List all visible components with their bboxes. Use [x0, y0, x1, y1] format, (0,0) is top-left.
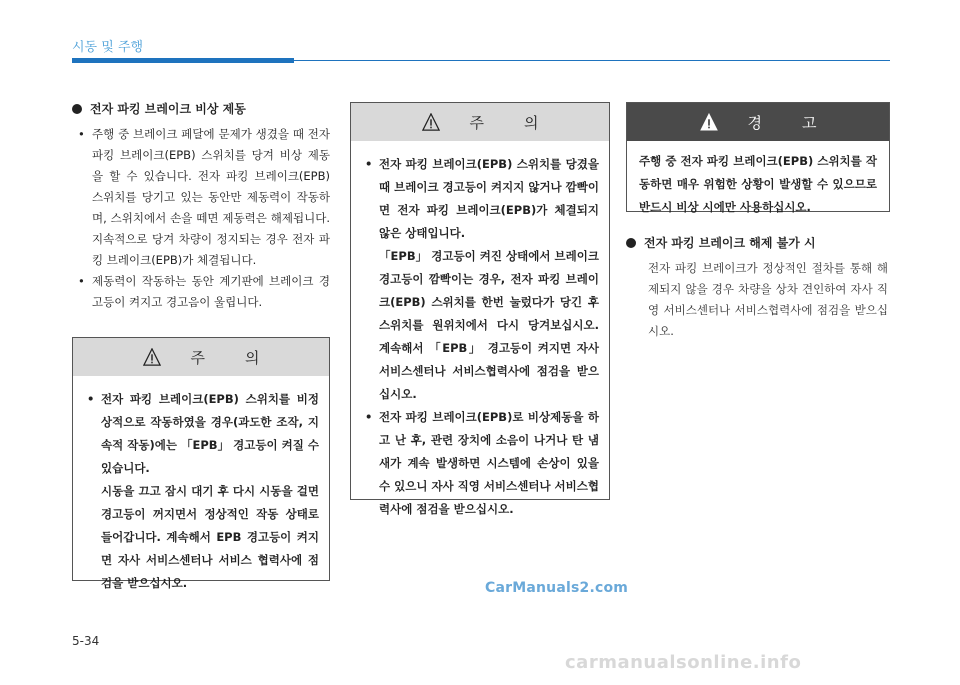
warning-box-body — [627, 141, 889, 228]
bullet-dot-icon — [626, 238, 636, 248]
caution-box-2 — [350, 102, 610, 516]
warning-box — [626, 102, 890, 212]
caution-item: • 전자 파킹 브레이크(EPB)로 비상제동을 하고 난 후, 관련 장치에 소음이 나거나 탄 냄새가 계속 발생하면 시스템에 손상이 있을 수 있으니 자사 직영 서비스센터나 서비스협력사에 점검을 받으십시오. — [361, 406, 599, 521]
emergency-braking-heading — [72, 100, 330, 118]
caution-box-header — [73, 338, 329, 376]
watermark: CarManuals2.com — [485, 580, 629, 596]
header-rule-thick — [72, 58, 294, 63]
caution-box-body — [351, 141, 609, 531]
caution-item — [83, 388, 319, 595]
heading-text: 전자 파킹 브레이크 비상 제동 — [90, 102, 246, 116]
caution-bullet-text: 전자 파킹 브레이크(EPB) 스위치를 당겼을 때 브레이크 경고등이 켜지지 않거나 깜빡이면 전자 파킹 브레이크(EPB)가 체결되지 않은 상태입니다. — [379, 157, 599, 240]
caution-box-1 — [72, 337, 330, 590]
warning-title-char: 고 — [802, 113, 817, 132]
caution-title-char: 의 — [524, 113, 539, 132]
release-failure-section — [626, 234, 888, 342]
warning-box-header — [627, 103, 889, 141]
warning-text: 주행 중 전자 파킹 브레이크(EPB) 스위치를 작동하면 매우 위험한 상황이 발생할 수 있으므로 반드시 비상 시에만 사용하십시오. — [639, 154, 877, 214]
list-item: • 제동력이 작동하는 동안 계기판에 브레이크 경고등이 켜지고 경고음이 울립니다. — [72, 271, 330, 313]
section-title: 시동 및 주행 — [72, 40, 144, 55]
warning-title-char: 경 — [747, 113, 762, 132]
warning-triangle-icon — [143, 348, 161, 366]
heading-text: 전자 파킹 브레이크 해제 불가 시 — [644, 236, 816, 250]
header-rule-thin — [294, 60, 890, 61]
page-number: 5-34 — [72, 634, 100, 648]
emergency-braking-list — [72, 124, 330, 313]
caution-box-body — [73, 376, 329, 605]
caution-bullet-text: 전자 파킹 브레이크(EPB) 스위치를 비정상적으로 작동하였을 경우(과도한 조작, 지속적 작동)에는 「EPB」 경고등이 켜질 수 있습니다. — [101, 392, 319, 475]
warning-triangle-icon — [700, 113, 718, 131]
bullet-dot-icon — [72, 104, 82, 114]
footer-watermark: carmanualsonline.info — [565, 652, 802, 673]
release-failure-heading — [626, 234, 888, 252]
column-1 — [72, 100, 330, 313]
caution-title-char: 주 — [469, 113, 484, 132]
warning-triangle-icon — [422, 113, 440, 131]
list-item: • 주행 중 브레이크 페달에 문제가 생겼을 때 전자 파킹 브레이크(EPB) 스위치를 당겨 비상 제동을 할 수 있습니다. 전자 파킹 브레이크(EPB) 스위치를 당기고 있는 동안만 제동력이 작동하며, 스위치에서 손을 떼면 제동력은 해제됩니다. 지속적으로 당겨 차량이 정지되는 경우 전자 파킹 브레이크(EPB)가 체결됩니다. — [72, 124, 330, 271]
caution-title-char: 주 — [190, 348, 205, 367]
caution-item — [361, 153, 599, 406]
caution-box-header — [351, 103, 609, 141]
caution-paragraph: 「EPB」 경고등이 켜진 상태에서 브레이크 경고등이 깜빡이는 경우, 전자 파킹 브레이크(EPB) 스위치를 한번 눌렀다가 당긴 후 스위치를 원위치에서 다시 당겨보십시오. 계속해서 「EPB」 경고등이 켜지면 자사 서비스센터나 서비스협력사에 점검을 받으십시오. — [379, 249, 599, 401]
caution-title-char: 의 — [245, 348, 260, 367]
release-failure-text: 전자 파킹 브레이크가 정상적인 절차를 통해 해제되지 않을 경우 차량을 상차 견인하여 자사 직영 서비스센터나 서비스협력사에 점검을 받으십시오. — [648, 261, 888, 338]
caution-paragraph: 시동을 끄고 잠시 대기 후 다시 시동을 걸면 경고등이 꺼지면서 정상적인 작동 상태로 들어갑니다. 계속해서 EPB 경고등이 켜지면 자사 서비스센터나 서비스 협력사에 점검을 받으십시오. — [101, 484, 319, 590]
